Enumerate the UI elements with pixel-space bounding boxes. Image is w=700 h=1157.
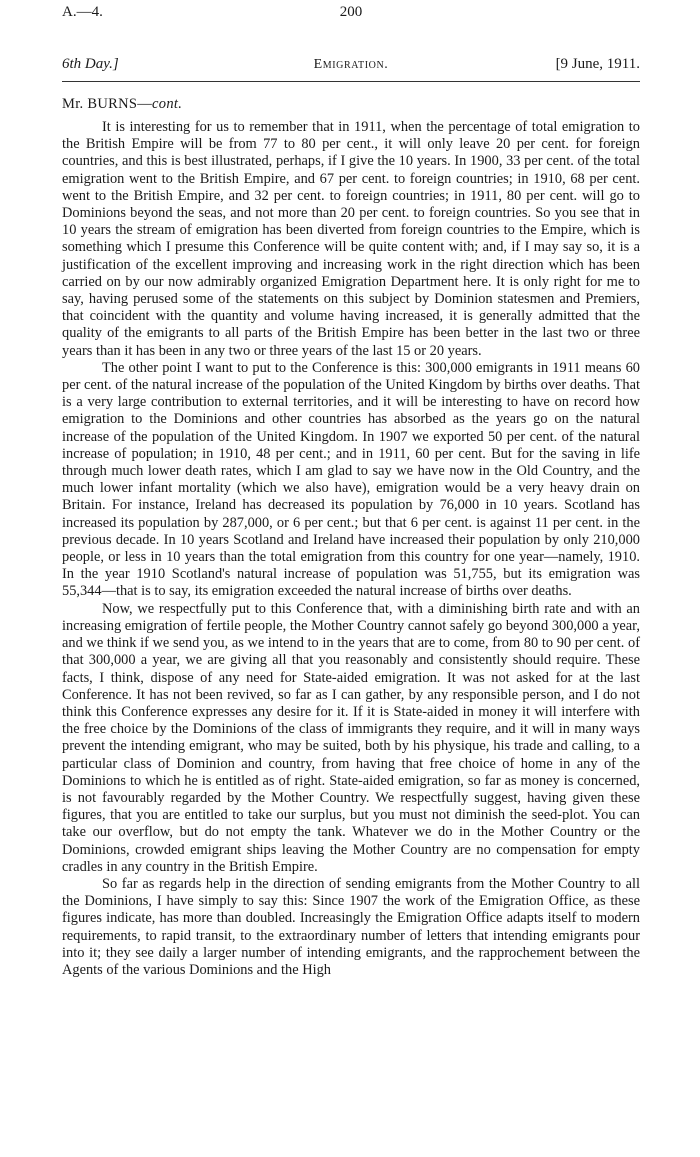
body-text [62, 119, 640, 979]
speaker-cont: cont. [152, 96, 183, 112]
top-line [62, 4, 640, 24]
paper-reference: A.—4. [62, 4, 103, 20]
paragraph-3: Now, we respectfully put to this Conference that, with a diminishing birth rate and with an increasing emigration of fertile people, the Mother Country cannot safely go beyond 300,000 a year, and we think if we send you, as we intend to in the years that are to come, from 80 to 90 per cent. of that 300,000 a year, we are giving all that you reasonably and consistently should require. These facts, I think, dispose of any need for State-aided emigration. It was not asked for at the last Conference. It has not been revived, so far as I can gather, by any responsible person, and I do not think this Conference expresses any desire for it. If it is State-aided in money it will interfere with the free choice by the Dominions of the class of immigrants they require, and it will in many ways prevent the intending emigrant, who may be suited, both by his physique, his trade and calling, to a particular class of Dominion and country, from having that free choice of home in any of the Dominions to which he is entitled as of right. State-aided emigration, so far as money is concerned, is not favourably regarded by the Mother Country. We respectfully suggest, having given these figures, that you are entitled to take our surplus, but you must not diminish the seed-plot. You can take our overflow, but do not empty the tank. Whatever we do in the Mother Country or the Dominions, crowded emigrant ships leaving the Mother Country are no compensation for empty cradles in any country in the British Empire. [62, 600, 640, 875]
header-rule [62, 81, 640, 82]
speaker-line [62, 96, 182, 113]
running-header [62, 56, 640, 78]
paragraph-1: It is interesting for us to remember that in 1911, when the percentage of total emigration to the British Empire will be from 77 to 80 per cent., it will only leave 20 per cent. for foreign countries, and this is best illustrated, perhaps, if I give the 10 years. In 1900, 33 per cent. of the total emigration went to the British Empire, and 67 per cent. to foreign countries; in 1910, 68 per cent. went to the British Empire, and 32 per cent. to foreign countries; in 1911, 80 per cent. will go to Dominions beyond the seas, and not more than 20 per cent. to foreign countries. So you see that in 10 years the stream of emigration has been diverted from foreign countries to the Empire, which is something which I presume this Conference will be quite content with; and, if I may say so, it is a justification of the excellent improving and increasing work in the right direction which has been carried on by our now admirably organized Emigration Department here. It is only right for me to say, having perused some of the statements on this subject by Dominion statesmen and Premiers, that coincident with the quantity and volume having increased, it is generally admitted that the quality of the emigrants to all parts of the British Empire has been better in the last two or three years than it has been in any two or three years of the last 15 or 20 years. [62, 119, 640, 359]
paragraph-4: So far as regards help in the direction of sending emigrants from the Mother Country to all the Dominions, I have simply to say this: Since 1907 the work of the Emigration Office, as these figures indicate, has more than doubled. Increasingly the Emigration Office adapts itself to modern requirements, to rapid transit, to the extraordinary number of letters that intending emigrants pour into it; they see daily a larger number of intending emigrants, and the rapprochement between the Agents of the various Dominions and the High [62, 875, 640, 978]
speaker-name: Mr. BURNS— [62, 96, 153, 112]
header-section-title: Emigration. [313, 57, 389, 72]
header-date: [9 June, 1911. [555, 56, 640, 72]
page-number: 200 [339, 4, 363, 20]
paragraph-2: The other point I want to put to the Conference is this: 300,000 emigrants in 1911 means 60 per cent. of the natural increase of the population of the United Kingdom by births over deaths. That is a very large contribution to external territories, and it will be interesting to have on record how emigration to the Dominions and other countries has absorbed as the years go on the natural increase of the population of the United Kingdom. In 1907 we exported 50 per cent. of the natural increase of population; in 1910, 48 per cent.; and in 1911, 60 per cent. But for the saving in life through much lower death rates, which I am glad to say we have now in the Old Country, and the much lower infant mortality (which we also have), emigration would be a very heavy drain on Britain. For instance, Ireland has decreased its population by 76,000 in 10 years. Scotland has increased its population by 287,000, or 6 per cent.; but that 6 per cent. is against 11 per cent. in the previous decade. In 10 years Scotland and Ireland have increased their population by only 210,000 people, or less in 10 years than the total emigration from this country for one year—namely, 1910. In the year 1910 Scotland's natural increase of population was 51,755, but its emigration was 55,344—that is to say, its emigration exceeded the natural increase of births over deaths. [62, 359, 640, 600]
header-day-text: 6th Day.] [62, 56, 119, 72]
